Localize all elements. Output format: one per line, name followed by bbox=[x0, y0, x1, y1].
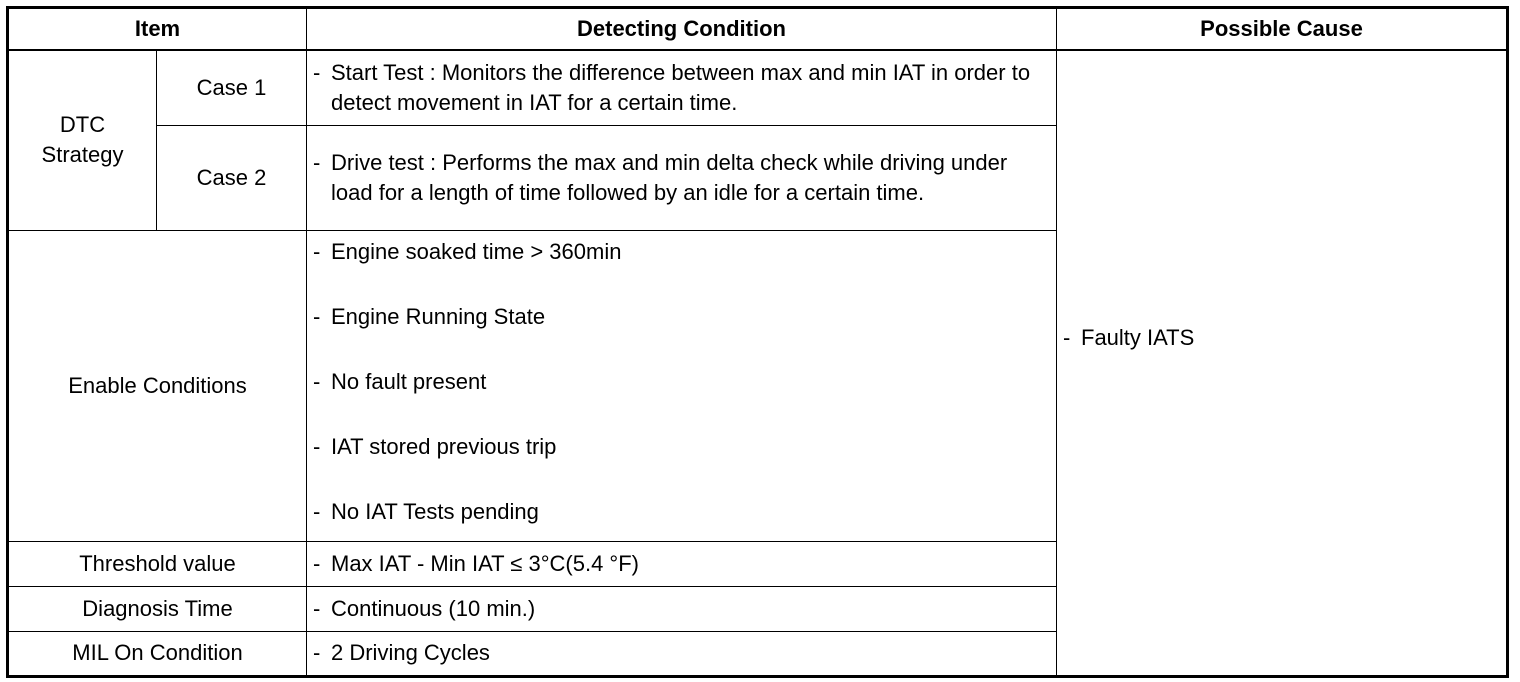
header-item: Item bbox=[8, 8, 307, 51]
dtc-strategy-label: DTC Strategy bbox=[8, 50, 157, 230]
list-item: - Engine soaked time > 360min bbox=[313, 237, 1048, 267]
mil-on-label: MIL On Condition bbox=[8, 631, 307, 676]
bullet-dash: - bbox=[313, 59, 321, 85]
case1-condition-text: Start Test : Monitors the difference between max and min IAT in order to detect movement in IAT for a certain time. bbox=[331, 59, 1031, 115]
case2-label: Case 2 bbox=[157, 125, 307, 230]
case2-condition-text: Drive test : Performs the max and min delta check while driving under load for a length of time followed by an idle for a certain time. bbox=[331, 149, 1008, 205]
header-row bbox=[8, 8, 1508, 51]
list-item: - IAT stored previous trip bbox=[313, 432, 1048, 462]
list-item: - No fault present bbox=[313, 367, 1048, 397]
enable-conditions-cell bbox=[307, 230, 1057, 541]
bullet-dash: - bbox=[313, 303, 321, 329]
header-detecting-condition: Detecting Condition bbox=[307, 8, 1057, 51]
enable-conditions-list bbox=[313, 231, 1048, 529]
header-possible-cause: Possible Cause bbox=[1057, 8, 1508, 51]
case1-row bbox=[8, 50, 1508, 125]
threshold-label: Threshold value bbox=[8, 541, 307, 586]
diagnosis-time-condition: - Continuous (10 min.) bbox=[307, 586, 1057, 631]
possible-cause-cell bbox=[1057, 50, 1508, 676]
bullet-dash: - bbox=[1063, 324, 1071, 350]
enable-conditions-label: Enable Conditions bbox=[8, 230, 307, 541]
list-item: - Engine Running State bbox=[313, 302, 1048, 332]
bullet-dash: - bbox=[313, 640, 321, 665]
possible-cause-text: Faulty IATS bbox=[1081, 324, 1195, 350]
bullet-dash: - bbox=[313, 498, 321, 524]
case2-condition bbox=[307, 125, 1057, 230]
threshold-condition: - Max IAT - Min IAT ≤ 3°C(5.4 °F) bbox=[307, 541, 1057, 586]
list-item: - No IAT Tests pending bbox=[313, 497, 1048, 527]
bullet-dash: - bbox=[313, 368, 321, 394]
bullet-dash: - bbox=[313, 149, 321, 175]
bullet-dash: - bbox=[313, 238, 321, 264]
case1-condition bbox=[307, 50, 1057, 125]
dtc-table bbox=[6, 6, 1509, 678]
bullet-dash: - bbox=[313, 433, 321, 459]
bullet-dash: - bbox=[313, 595, 321, 621]
diagnosis-time-label: Diagnosis Time bbox=[8, 586, 307, 631]
case1-label: Case 1 bbox=[157, 50, 307, 125]
bullet-dash: - bbox=[313, 550, 321, 576]
mil-on-condition: - 2 Driving Cycles bbox=[307, 631, 1057, 676]
